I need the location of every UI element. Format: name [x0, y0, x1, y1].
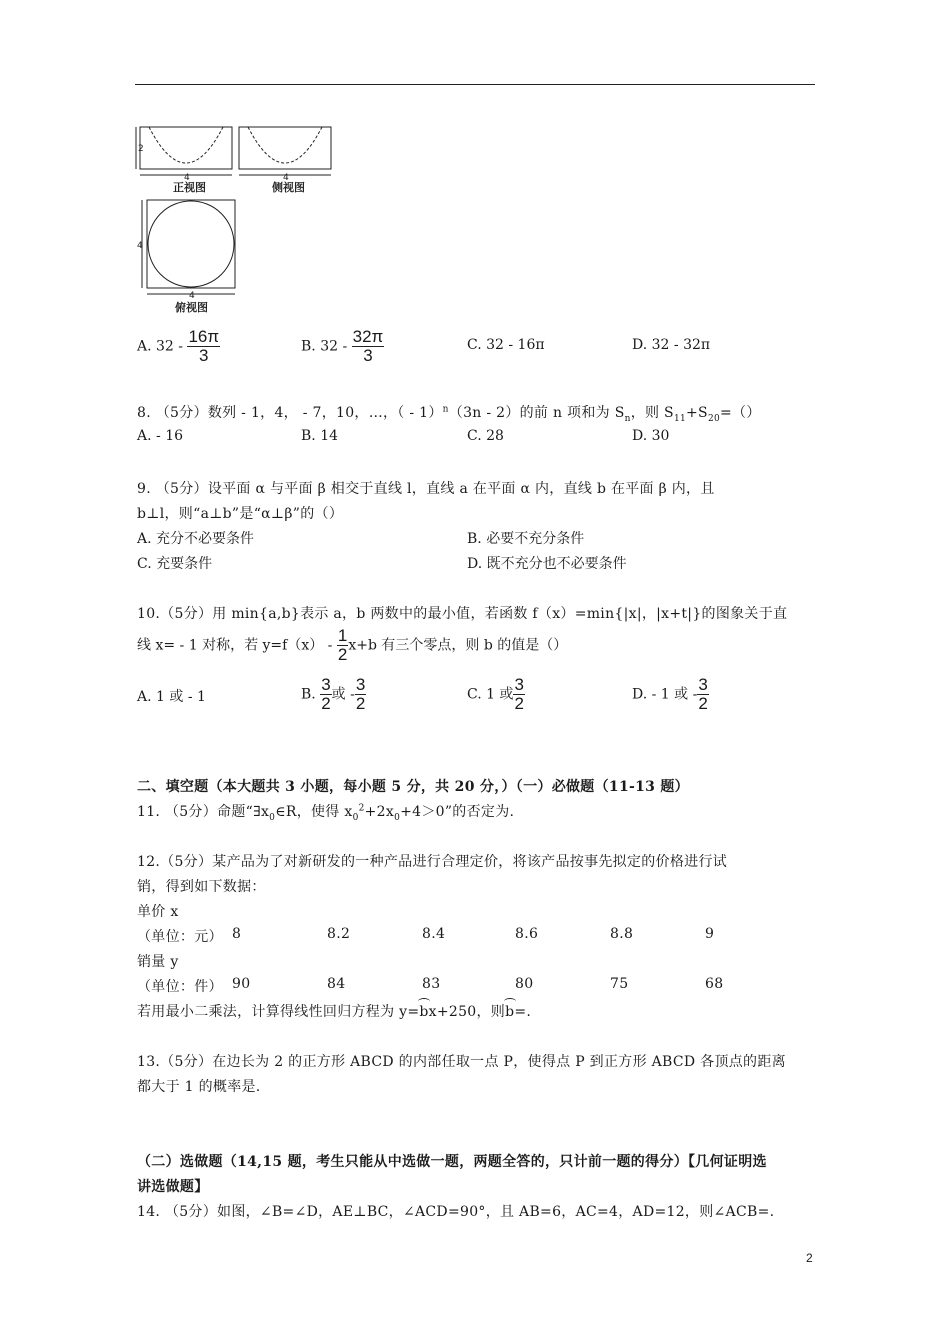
q10-stem-line1: 10.（5分）用 min{a,b}表示 a，b 两数中的最小值，若函数 f（x）=min{|x|，|x+t|}的图象关于直 — [137, 606, 788, 622]
front-view-dashed-curve — [149, 127, 223, 163]
q8-option-d[interactable]: D. 30 — [632, 428, 670, 444]
q12-row1-cell: 8.2 — [327, 926, 351, 942]
top-height-label: 4 — [137, 241, 143, 251]
section3-title-line2: 讲选做题】 — [137, 1179, 209, 1195]
side-view-dashed-curve — [248, 127, 322, 163]
section2-title: 二、填空题（本大题共 3 小题，每小题 5 分，共 20 分，）（一）必做题（11-13 题） — [137, 779, 689, 795]
q9-stem-line2: b⊥l，则“a⊥b”是“α⊥β”的（） — [137, 506, 344, 522]
q8-stem: 8. （5分）数列 - 1，4， - 7，10，…，（ - 1）$^n$（3n - 2）的前 n 项和为 $S_n$，则 $S_{11}+S_{20}=()$ — [137, 404, 761, 424]
header-rule — [135, 84, 815, 85]
q12-row2-cell: 90 — [232, 976, 251, 992]
q11-stem: 11. （5分）命题“$\exists x_0\in R$，使得 $x_0^2+2x_0+4>0$”的否定为. — [137, 803, 515, 823]
q12-stem-line2: 销，得到如下数据： — [137, 879, 266, 895]
q13-stem-line1: 13.（5分）在边长为 2 的正方形 ABCD 的内部任取一点 P，使得点 P 到正方形 ABCD 各顶点的距离 — [137, 1054, 786, 1070]
top-width-label: 4 — [189, 291, 195, 301]
side-view-rect — [239, 127, 331, 169]
q8-option-c[interactable]: C. 28 — [467, 428, 504, 444]
q7-a-fraction: $\frac{16\pi}{3}$ — [188, 327, 220, 365]
q10-half-fraction: $\frac{1}{2}$ — [337, 626, 348, 664]
front-view-rect — [140, 127, 232, 169]
q9-option-b[interactable]: B. 必要不充分条件 — [467, 531, 585, 547]
q9-stem-line1: 9. （5分）设平面 α 与平面 β 相交于直线 l，直线 a 在平面 α 内，直线 b 在平面 β 内，且 — [137, 481, 715, 497]
q9-option-d[interactable]: D. 既不充分也不必要条件 — [467, 556, 627, 572]
q7-option-a[interactable]: A. 32 - $\frac{16\pi}{3}$ — [137, 327, 220, 365]
q12-row2-cell: 68 — [705, 976, 724, 992]
q12-row1-cell: 9 — [705, 926, 715, 942]
top-view-circle — [148, 201, 234, 287]
q7-b-fraction: $\frac{32\pi}{3}$ — [352, 327, 384, 365]
front-view-label: 正视图 — [173, 181, 206, 194]
q12-row1-cell: 8.8 — [610, 926, 634, 942]
q12-row2-cell: 83 — [422, 976, 441, 992]
q10-stem-line2: 线 x= - 1 对称，若 y=f（x） - $\frac{1}{2}$ x+b 有三个零点，则 b 的值是（） — [137, 626, 568, 664]
q12-row1-label: 单价 x — [137, 904, 179, 920]
q14-stem: 14. （5分）如图，∠B=∠D，AE⊥BC，∠ACD=90°，且 AB=6，AC=4，AD=12，则∠ACB=. — [137, 1204, 775, 1220]
page-number: 2 — [806, 1251, 813, 1265]
q12-row1-cell: 8 — [232, 926, 242, 942]
q12-row2-cell: 75 — [610, 976, 629, 992]
section3-title-line1: （二）选做题（14,15 题，考生只能从中选做一题，两题全答的，只计前一题的得分）【几何证明选 — [137, 1154, 767, 1170]
q10-option-b[interactable]: B. $\frac{3}{2}$ 或 - $\frac{3}{2}$ — [301, 675, 366, 713]
q13-stem-line2: 都大于 1 的概率是. — [137, 1079, 261, 1095]
q9-option-a[interactable]: A. 充分不必要条件 — [137, 531, 255, 547]
b-hat: b — [419, 1004, 429, 1020]
side-width-label: 4 — [283, 173, 289, 183]
three-view-figure — [135, 124, 335, 316]
front-height-label: 2 — [138, 144, 144, 154]
q7-option-d[interactable]: D. 32 - 32π — [632, 337, 711, 353]
q12-row2-label: 销量 y — [137, 954, 179, 970]
q12-row2-cell: 84 — [327, 976, 346, 992]
q10-option-a[interactable]: A. 1 或 - 1 — [137, 689, 206, 705]
q7-option-c[interactable]: C. 32 - 16π — [467, 337, 545, 353]
q12-row1-cell: 8.6 — [515, 926, 539, 942]
top-view-label: 俯视图 — [175, 301, 208, 314]
q12-last-line: 若用最小二乘法，计算得线性回归方程为 y=bx+250，则b=. — [137, 1004, 532, 1020]
q12-row1: （单位：元） 8 8.2 8.4 8.6 8.8 9 — [137, 926, 715, 945]
q12-row2: （单位：件） 90 84 83 80 75 68 — [137, 976, 724, 995]
q12-stem-line1: 12.（5分）某产品为了对新研发的一种产品进行合理定价，将该产品按事先拟定的价格进行试 — [137, 854, 728, 870]
q10-option-c[interactable]: C. 1 或 $\frac{3}{2}$ — [467, 675, 524, 713]
q8-option-a[interactable]: A. - 16 — [137, 428, 184, 444]
b-hat: b — [505, 1004, 515, 1020]
side-view-label: 侧视图 — [272, 181, 305, 194]
front-width-label: 4 — [184, 173, 190, 183]
q12-row1-cell: 8.4 — [422, 926, 446, 942]
q9-option-c[interactable]: C. 充要条件 — [137, 556, 213, 572]
q8-option-b[interactable]: B. 14 — [301, 428, 339, 444]
top-view-rect — [147, 200, 235, 288]
q12-row2-cell: 80 — [515, 976, 534, 992]
q7-option-b[interactable]: B. 32 - $\frac{32\pi}{3}$ — [301, 327, 384, 365]
q10-option-d[interactable]: D. - 1 或 - $\frac{3}{2}$ — [632, 675, 708, 713]
